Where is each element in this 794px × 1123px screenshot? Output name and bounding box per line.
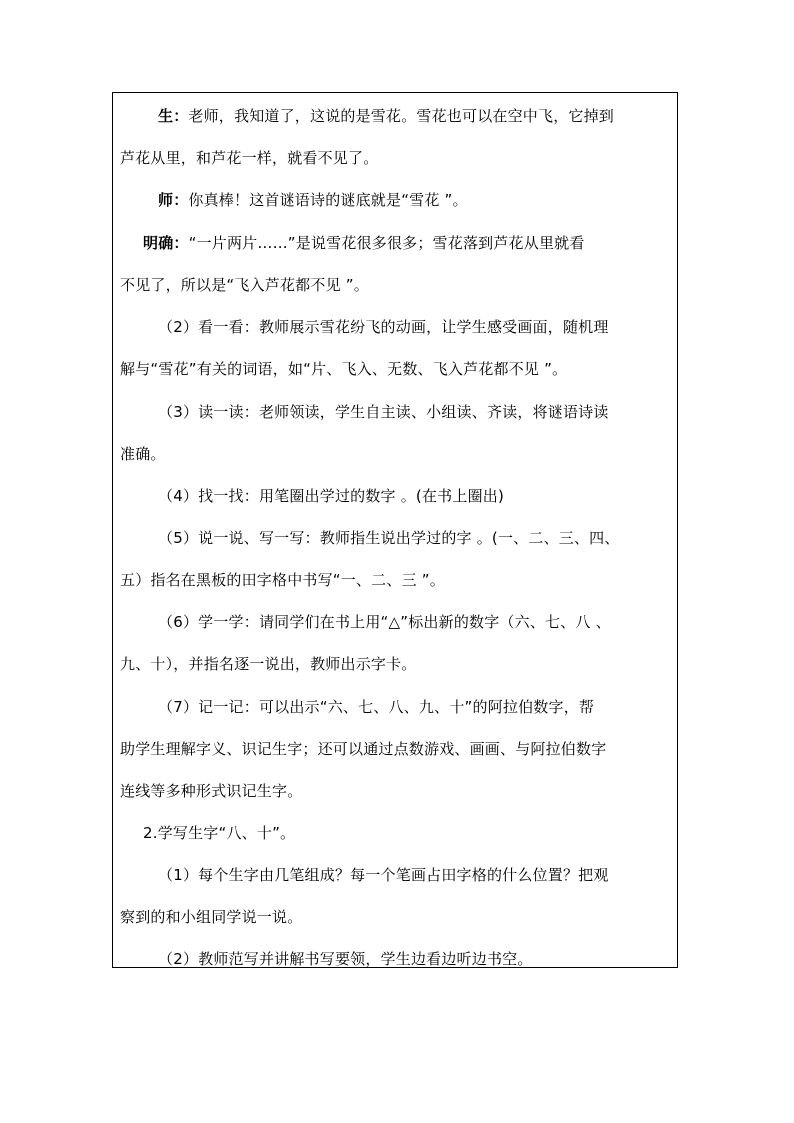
paragraph-text: 准确。 [120, 445, 166, 463]
speaker-label-teacher: 师： [158, 191, 189, 209]
paragraph-6-line-1 [158, 486, 504, 506]
paragraph-text: （6）学一学：请同学们在书上用“△”标出新的数字（六、七、八 、 [158, 613, 611, 631]
paragraph-text: 五）指名在黑板的田字格中书写“一、二、三 ”。 [120, 571, 445, 589]
paragraph-8-line-2 [120, 654, 417, 674]
paragraph-9-line-3 [120, 781, 302, 801]
paragraph-2-line-1 [158, 190, 468, 210]
paragraph-10-line-1 [143, 823, 295, 843]
section-heading: 2.学写生字“八、十”。 [143, 824, 296, 842]
paragraph-text: （2）教师范写并讲解书写要领，学生边看边听边书空。 [158, 950, 533, 968]
paragraph-text: 九、十），并指名逐一说出，教师出示字卡。 [120, 655, 417, 673]
paragraph-9-line-2 [120, 739, 606, 759]
paragraph-text: 连线等多种形式识记生字。 [120, 782, 303, 800]
paragraph-text: （1）每个生字由几笔组成？每一个笔画占田字格的什么位置？把观 [158, 866, 609, 884]
paragraph-11-line-2 [120, 907, 302, 927]
speaker-label-student: 生： [158, 107, 189, 125]
paragraph-1-line-1 [158, 106, 614, 126]
paragraph-text: （5）说一说、写一写：教师指生说出学过的字 。(一、二、三、四、 [158, 529, 620, 547]
paragraph-9-line-1 [158, 697, 594, 717]
paragraph-8-line-1 [158, 612, 611, 632]
paragraph-5-line-1 [158, 402, 609, 422]
clarify-label: 明确： [143, 234, 189, 252]
paragraph-text: 老师，我知道了，这说的是雪花。雪花也可以在空中飞，它掉到 [188, 107, 615, 125]
paragraph-3-line-1 [143, 233, 585, 253]
paragraph-text: （3）读一读：老师领读，学生自主读、小组读、齐读，将谜语诗读 [158, 403, 609, 421]
paragraph-5-line-2 [120, 444, 166, 464]
paragraph-11-line-1 [158, 865, 609, 885]
paragraph-text: （4）找一找：用笔圈出学过的数字 。(在书上圈出) [158, 487, 505, 505]
paragraph-text: “一片两片……”是说雪花很多很多；雪花落到芦花从里就看 [188, 234, 585, 252]
paragraph-text: 解与“雪花”有关的词语，如“片、飞入、无数、飞入芦花都不见 ”。 [120, 360, 568, 378]
paragraph-4-line-2 [120, 359, 567, 379]
paragraph-1-line-2 [120, 148, 378, 168]
paragraph-text: 不见了，所以是“飞入芦花都不见 ”。 [120, 276, 369, 294]
paragraph-4-line-1 [158, 317, 609, 337]
paragraph-text: （2）看一看：教师展示雪花纷飞的动画，让学生感受画面，随机理 [158, 318, 609, 336]
paragraph-text: 你真棒！这首谜语诗的谜底就是“雪花 ”。 [188, 191, 468, 209]
paragraph-text: 助学生理解字义、识记生字；还可以通过点数游戏、画画、与阿拉伯数字 [120, 740, 607, 758]
paragraph-12-line-1 [158, 949, 533, 969]
paragraph-text: （7）记一记：可以出示“六、七、八、九、十”的阿拉伯数字，帮 [158, 698, 595, 716]
paragraph-3-line-2 [120, 275, 369, 295]
paragraph-7-line-2 [120, 570, 445, 590]
paragraph-text: 察到的和小组同学说一说。 [120, 908, 303, 926]
paragraph-text: 芦花从里，和芦花一样，就看不见了。 [120, 149, 379, 167]
paragraph-7-line-1 [158, 528, 620, 548]
